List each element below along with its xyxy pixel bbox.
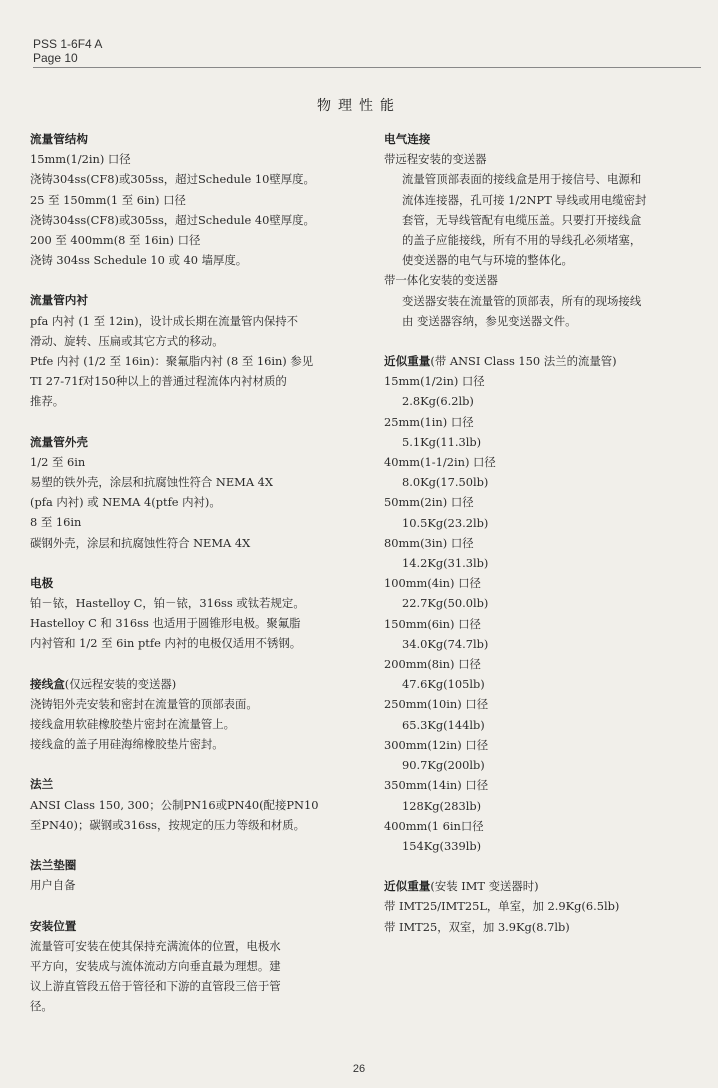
- weight-value: 34.0Kg(74.7lb): [402, 636, 489, 651]
- weight-size: 150mm(6in) 口径: [384, 616, 481, 631]
- text-line: 易塑的铁外壳，涂层和抗腐蚀性符合 NEMA 4X: [30, 475, 274, 490]
- section-title: 法兰垫圈: [30, 858, 77, 873]
- weight-value: 10.5Kg(23.2lb): [402, 515, 489, 530]
- section-title: 法兰: [30, 777, 54, 792]
- weight-size: 40mm(1-1/2in) 口径: [384, 455, 496, 470]
- section-title: 安装位置: [30, 918, 77, 933]
- section-title-note: (带 ANSI Class 150 法兰的流量管): [430, 354, 617, 369]
- spec-section: [30, 916, 366, 1017]
- integral-text: [384, 291, 706, 331]
- text-line: ANSI Class 150, 300；公制PN16或PN40(配接PN10: [30, 797, 319, 812]
- weight-size: 400mm(1 6in口径: [384, 818, 484, 833]
- text-line: 流体连接器，孔可接 1/2NPT 导线或用电缆密封: [402, 192, 647, 207]
- spec-section: [30, 432, 366, 553]
- text-line: 至PN40)；碳钢或316ss，按规定的压力等级和材质。: [30, 817, 306, 832]
- text-line: 浇铸 304ss Schedule 10 或 40 墙厚度。: [30, 253, 248, 268]
- weight-size: 350mm(14in) 口径: [384, 778, 489, 793]
- text-line: 流量管顶部表面的接线盒是用于接信号、电源和: [402, 172, 642, 187]
- text-line: 接线盒用软硅橡胶垫片密封在流量管上。: [30, 717, 236, 732]
- text-line: 内衬管和 1/2 至 6in ptfe 内衬的电极仅适用不锈钢。: [30, 636, 302, 651]
- text-line: 带 IMT25，双室，加 3.9Kg(8.7lb): [384, 919, 570, 934]
- text-line: 由 变送器容纳，参见变送器文件。: [402, 313, 577, 328]
- weight-size: 100mm(4in) 口径: [384, 576, 481, 591]
- spec-section: [30, 774, 366, 835]
- text-line: 平方向，安装成与流体流动方向垂直最为理想。建: [30, 958, 281, 973]
- spec-section: [30, 674, 366, 755]
- spec-section: [30, 290, 366, 411]
- weight-size: 300mm(12in) 口径: [384, 737, 489, 752]
- weight-value: 5.1Kg(11.3lb): [402, 434, 482, 449]
- left-column: [30, 129, 366, 1017]
- text-line: pfa 内衬 (1 至 12in)，设计成长期在流量管内保持不: [30, 313, 299, 328]
- section-title: 接线盒: [30, 676, 65, 691]
- section-title: 流量管外壳: [30, 434, 88, 449]
- section-title-note: (仅远程安装的变送器): [64, 676, 177, 691]
- section-title: 近似重量: [384, 879, 431, 894]
- text-line: 的盖子应能接线，所有不用的导线孔必须堵塞，: [402, 233, 642, 248]
- right-column: [384, 129, 706, 937]
- spec-section: [30, 855, 366, 895]
- page-number: 26: [352, 1063, 366, 1075]
- text-line: Hastelloy C 和 316ss 也适用于圆锥形电极。聚氟脂: [30, 616, 301, 631]
- remote-head: 带远程安装的变送器: [384, 152, 487, 167]
- page-label: Page 10: [33, 51, 78, 65]
- text-line: Ptfe 内衬 (1/2 至 16in)：聚氟脂内衬 (8 至 16in) 参见: [30, 354, 314, 369]
- text-line: 推荐。: [30, 394, 65, 409]
- text-line: 铂－铱，Hastelloy C，铂－铱，316ss 或钛若规定。: [30, 596, 305, 611]
- weight-value: 22.7Kg(50.0lb): [402, 596, 489, 611]
- section-title: 近似重量: [384, 354, 431, 369]
- text-line: 200 至 400mm(8 至 16in) 口径: [30, 233, 201, 248]
- page-header: [33, 37, 701, 68]
- text-line: 15mm(1/2in) 口径: [30, 152, 131, 167]
- section-title: 流量管结构: [30, 132, 88, 146]
- section-title: 电气连接: [384, 132, 431, 146]
- weight-value: 154Kg(339lb): [402, 838, 482, 853]
- page-title: 物理性能: [317, 98, 401, 114]
- weight-value: 47.6Kg(105lb): [402, 677, 485, 692]
- text-line: 接线盒的盖子用硅海绵橡胶垫片密封。: [30, 737, 224, 752]
- weight-value: 2.8Kg(6.2lb): [402, 394, 474, 409]
- weight-size: 80mm(3in) 口径: [384, 535, 474, 550]
- imt-text: [384, 896, 706, 936]
- text-line: TI 27-71f对150种以上的普通过程流体内衬材质的: [30, 374, 287, 389]
- text-line: 用户自备: [30, 878, 76, 893]
- text-line: 碳钢外壳，涂层和抗腐蚀性符合 NEMA 4X: [30, 535, 251, 550]
- integral-head: 带一体化安装的变送器: [384, 273, 498, 288]
- text-line: 径。: [30, 999, 53, 1014]
- weight-value: 128Kg(283lb): [402, 798, 482, 813]
- text-line: 使变送器的电气与环境的整体化。: [402, 253, 573, 268]
- text-line: 议上游直管段五倍于管径和下游的直管段三倍于管: [30, 979, 281, 994]
- weight-size: 15mm(1/2in) 口径: [384, 374, 485, 389]
- text-line: 浇铸铝外壳安装和密封在流量管的顶部表面。: [30, 696, 258, 711]
- weights-section: [384, 351, 706, 856]
- text-line: 1/2 至 6in: [30, 454, 86, 469]
- weight-value: 8.0Kg(17.50lb): [402, 475, 489, 490]
- spec-section: [30, 129, 366, 270]
- weight-value: 90.7Kg(200lb): [402, 758, 485, 773]
- text-line: 浇铸304ss(CF8)或305ss，超过Schedule 10壁厚度。: [30, 172, 315, 187]
- spec-section: [30, 573, 366, 654]
- text-line: 变送器安装在流量管的顶部表，所有的现场接线: [402, 293, 642, 308]
- text-line: (pfa 内衬) 或 NEMA 4(ptfe 内衬)。: [30, 495, 221, 510]
- text-line: 流量管可安装在使其保持充满流体的位置，电极水: [30, 938, 281, 953]
- weight-size: 250mm(10in) 口径: [384, 697, 489, 712]
- text-line: 8 至 16in: [30, 515, 82, 530]
- weight-value: 65.3Kg(144lb): [402, 717, 485, 732]
- section-title-note: (安装 IMT 变送器时): [430, 879, 539, 894]
- imt-weights-section: [384, 876, 706, 937]
- weight-size: 200mm(8in) 口径: [384, 657, 481, 672]
- document-id: PSS 1-6F4 A: [33, 37, 103, 51]
- text-line: 套管，无导线管配有电缆压盖。只要打开接线盒: [402, 212, 642, 227]
- text-line: 带 IMT25/IMT25L，单室，加 2.9Kg(6.5lb): [384, 899, 620, 914]
- weight-value: 14.2Kg(31.3lb): [402, 556, 489, 571]
- header-rule: [33, 67, 701, 68]
- weight-size: 50mm(2in) 口径: [384, 495, 474, 510]
- section-title: 流量管内衬: [30, 293, 88, 308]
- electrical-section: [384, 129, 706, 331]
- weight-size: 25mm(1in) 口径: [384, 414, 474, 429]
- weight-list: [384, 371, 706, 856]
- text-line: 25 至 150mm(1 至 6in) 口径: [30, 192, 186, 207]
- remote-text: [384, 169, 706, 270]
- text-line: 滑动、旋转、压扁或其它方式的移动。: [30, 333, 224, 348]
- text-line: 浇铸304ss(CF8)或305ss，超过Schedule 40壁厚度。: [30, 212, 315, 227]
- section-title: 电极: [30, 575, 54, 590]
